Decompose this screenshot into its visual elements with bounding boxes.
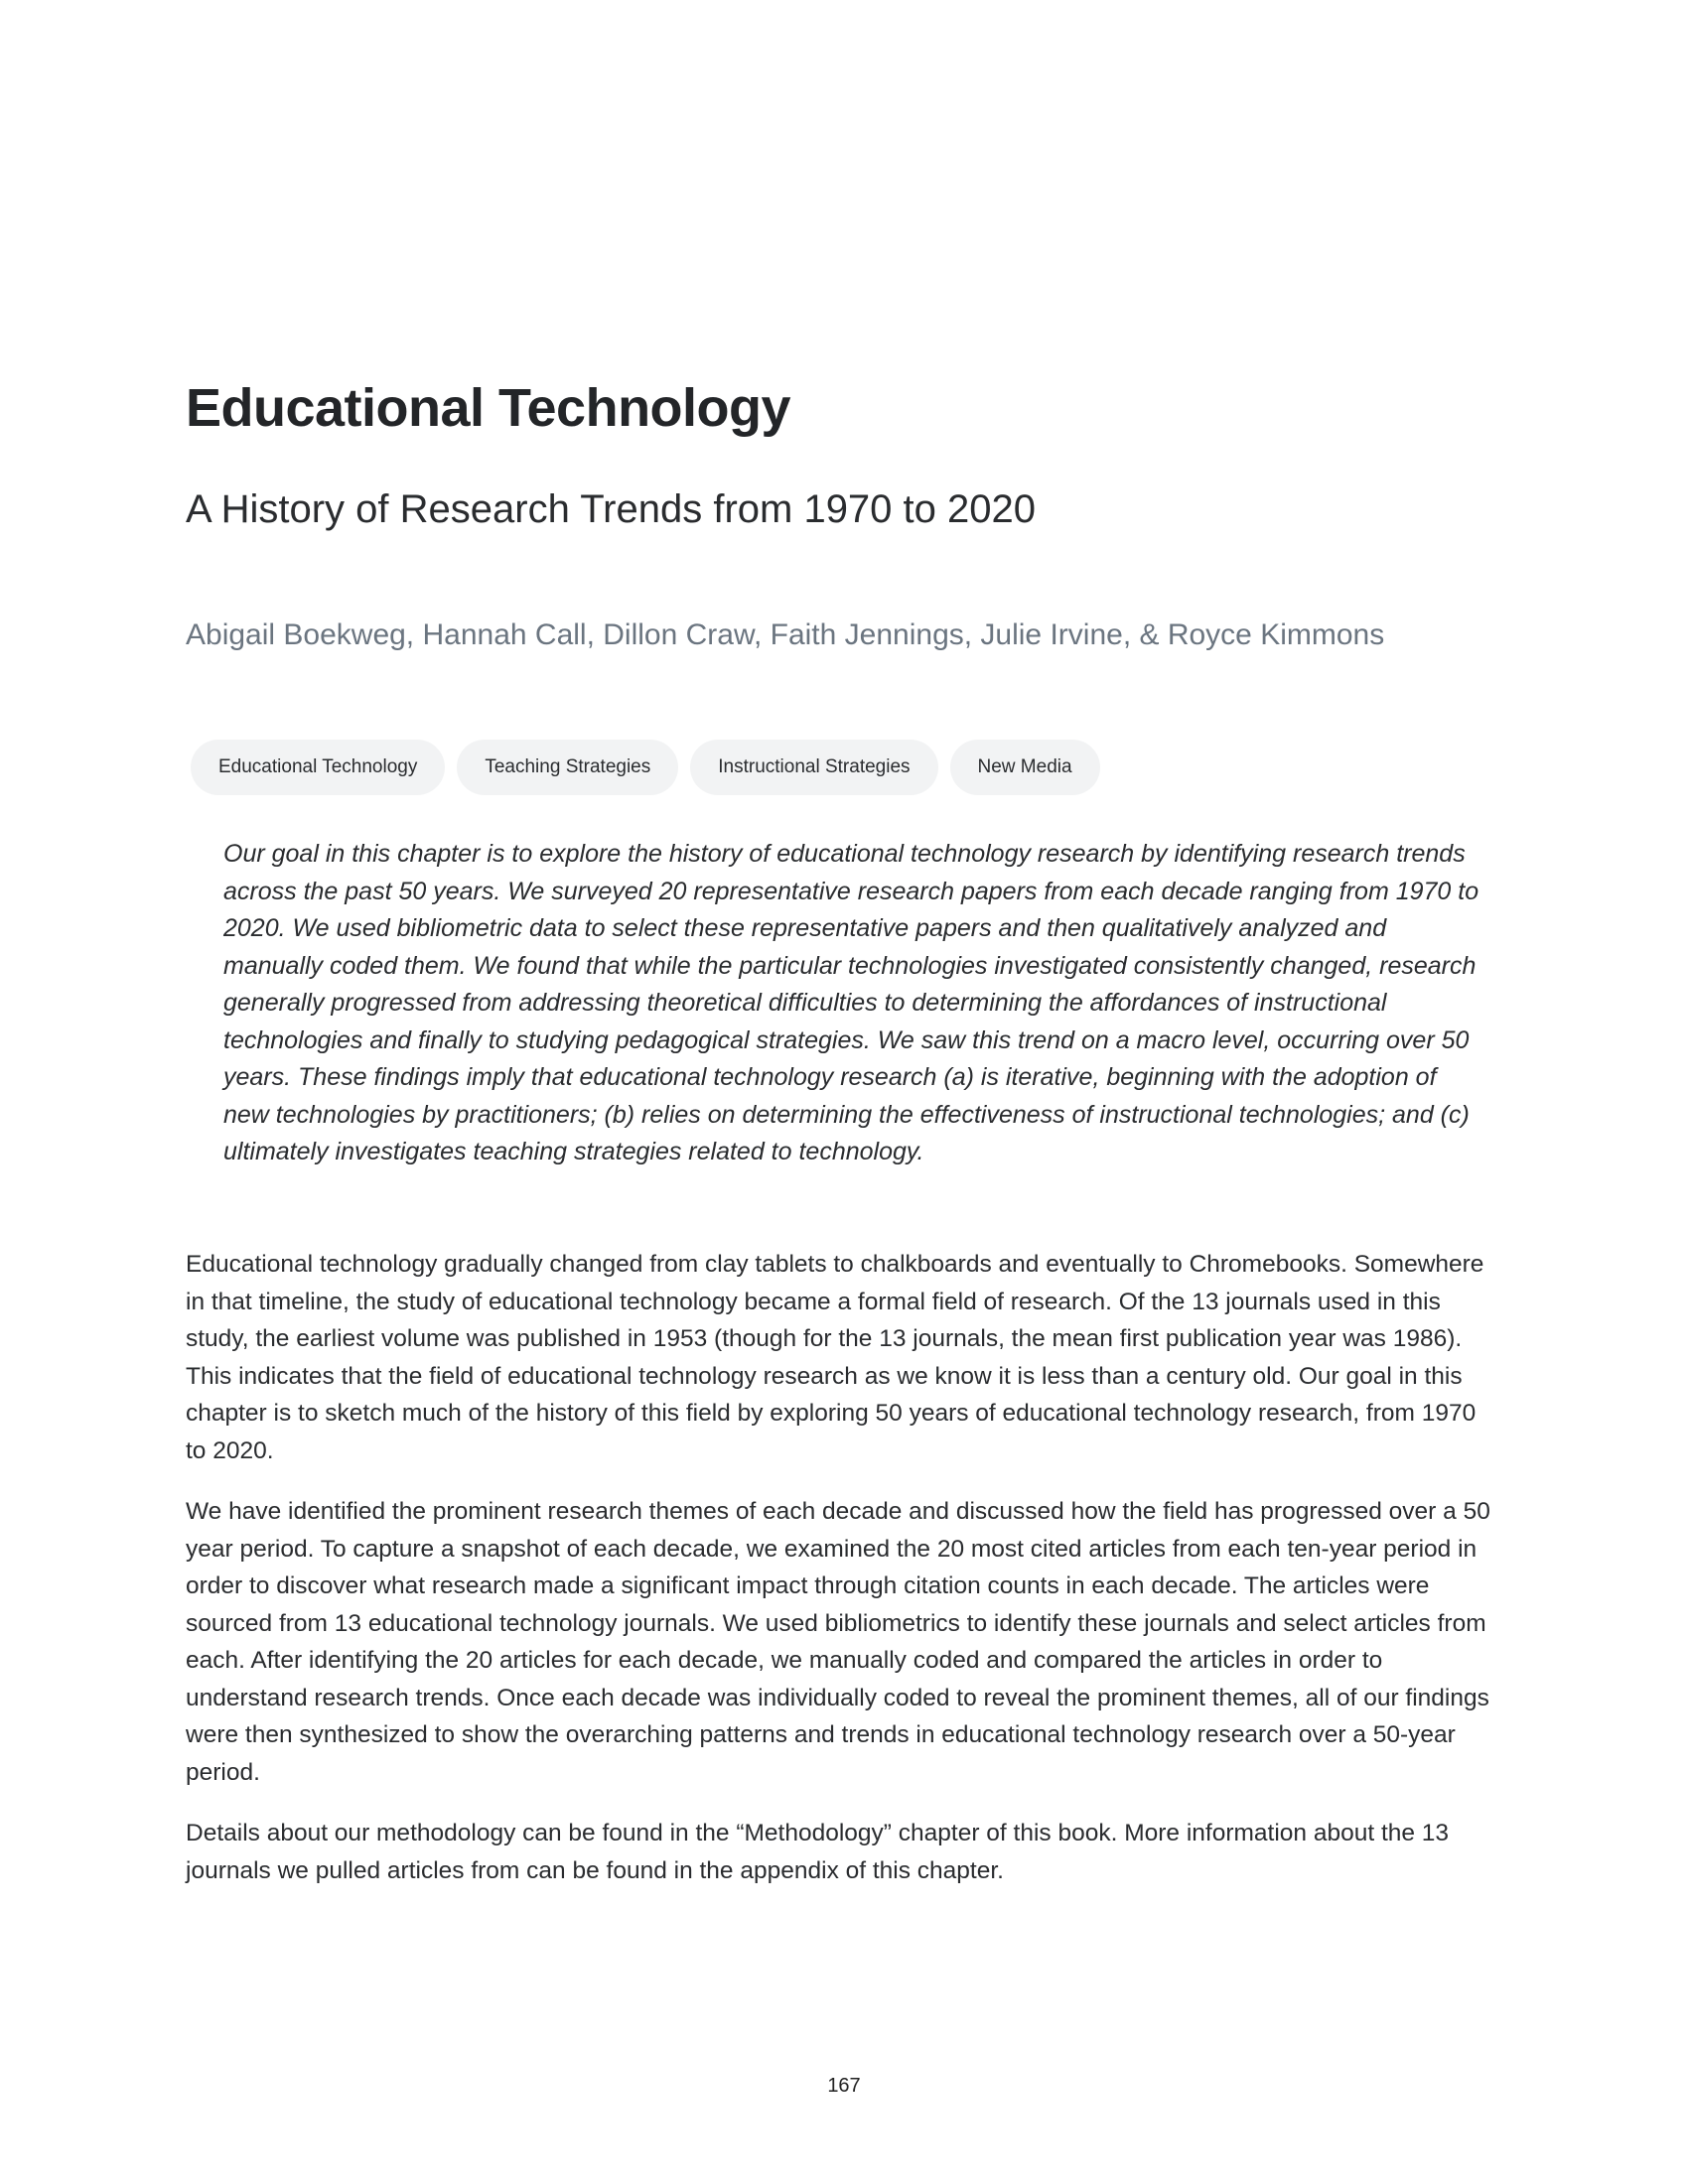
tag-list — [191, 740, 1100, 795]
body-paragraph-3: Details about our methodology can be found in the “Methodology” chapter of this book. More information about the 13 journals we pulled articles from can be found in the appendix of this chapter. — [186, 1820, 1450, 1884]
abstract-text: Our goal in this chapter is to explore the history of educational technology research by identifying research trends across the past 50 years. We surveyed 20 representative research papers from each decade ranging from 1970 to 2020. We used bibliometric data to select these representative papers and then qualitatively analyzed and manually coded them. We found that while the particular technologies investigated consistently changed, research generally progressed from addressing theoretical difficulties to determining the affordances of instructional technologies and finally to studying pedagogical strategies. We saw this trend on a macro level, occurring over 50 years. These findings imply that educational technology research (a) is iterative, beginning with the adoption of new technologies by practitioners; (b) relies on determining the effectiveness of instructional technologies; and (c) ultimately investigates teaching strategies related to technology. — [223, 840, 1479, 1165]
page-number: 167 — [827, 2075, 861, 2097]
page-subtitle: A History of Research Trends from 1970 to 2020 — [186, 487, 1036, 531]
tag-instructional-strategies[interactable]: Instructional Strategies — [690, 740, 937, 795]
body-paragraph-1: Educational technology gradually changed from clay tablets to chalkboards and eventually to Chromebooks. Somewhere in that timeline, the study of educational technology became a formal field of research. Of the 13 journals used in this study, the earliest volume was published in 1953 (though for the 13 journals, the mean first publication year was 1986). This indicates that the field of educational technology research as we know it is less than a century old. Our goal in this chapter is to sketch much of the history of this field by exploring 50 years of educational technology research, from 1970 to 2020. — [186, 1251, 1484, 1464]
document-page — [186, 0, 1502, 2184]
tag-educational-technology[interactable]: Educational Technology — [191, 740, 445, 795]
page-title: Educational Technology — [186, 378, 791, 438]
body-paragraph-2: We have identified the prominent research themes of each decade and discussed how the field has progressed over a 50 year period. To capture a snapshot of each decade, we examined the 20 most cited articles from each ten-year period in order to discover what research made a significant impact through citation counts in each decade. The articles were sourced from 13 educational technology journals. We used bibliometrics to identify these journals and select articles from each. After identifying the 20 articles for each decade, we manually coded and compared the articles in order to understand research trends. Once each decade was individually coded to reveal the prominent themes, all of our findings were then synthesized to show the overarching patterns and trends in educational technology research over a 50-year period. — [186, 1498, 1490, 1786]
tag-teaching-strategies[interactable]: Teaching Strategies — [457, 740, 678, 795]
authors-line: Abigail Boekweg, Hannah Call, Dillon Craw, Faith Jennings, Julie Irvine, & Royce Kimmons — [186, 618, 1385, 651]
body-text — [186, 1246, 1502, 1913]
tag-new-media[interactable]: New Media — [950, 740, 1100, 795]
